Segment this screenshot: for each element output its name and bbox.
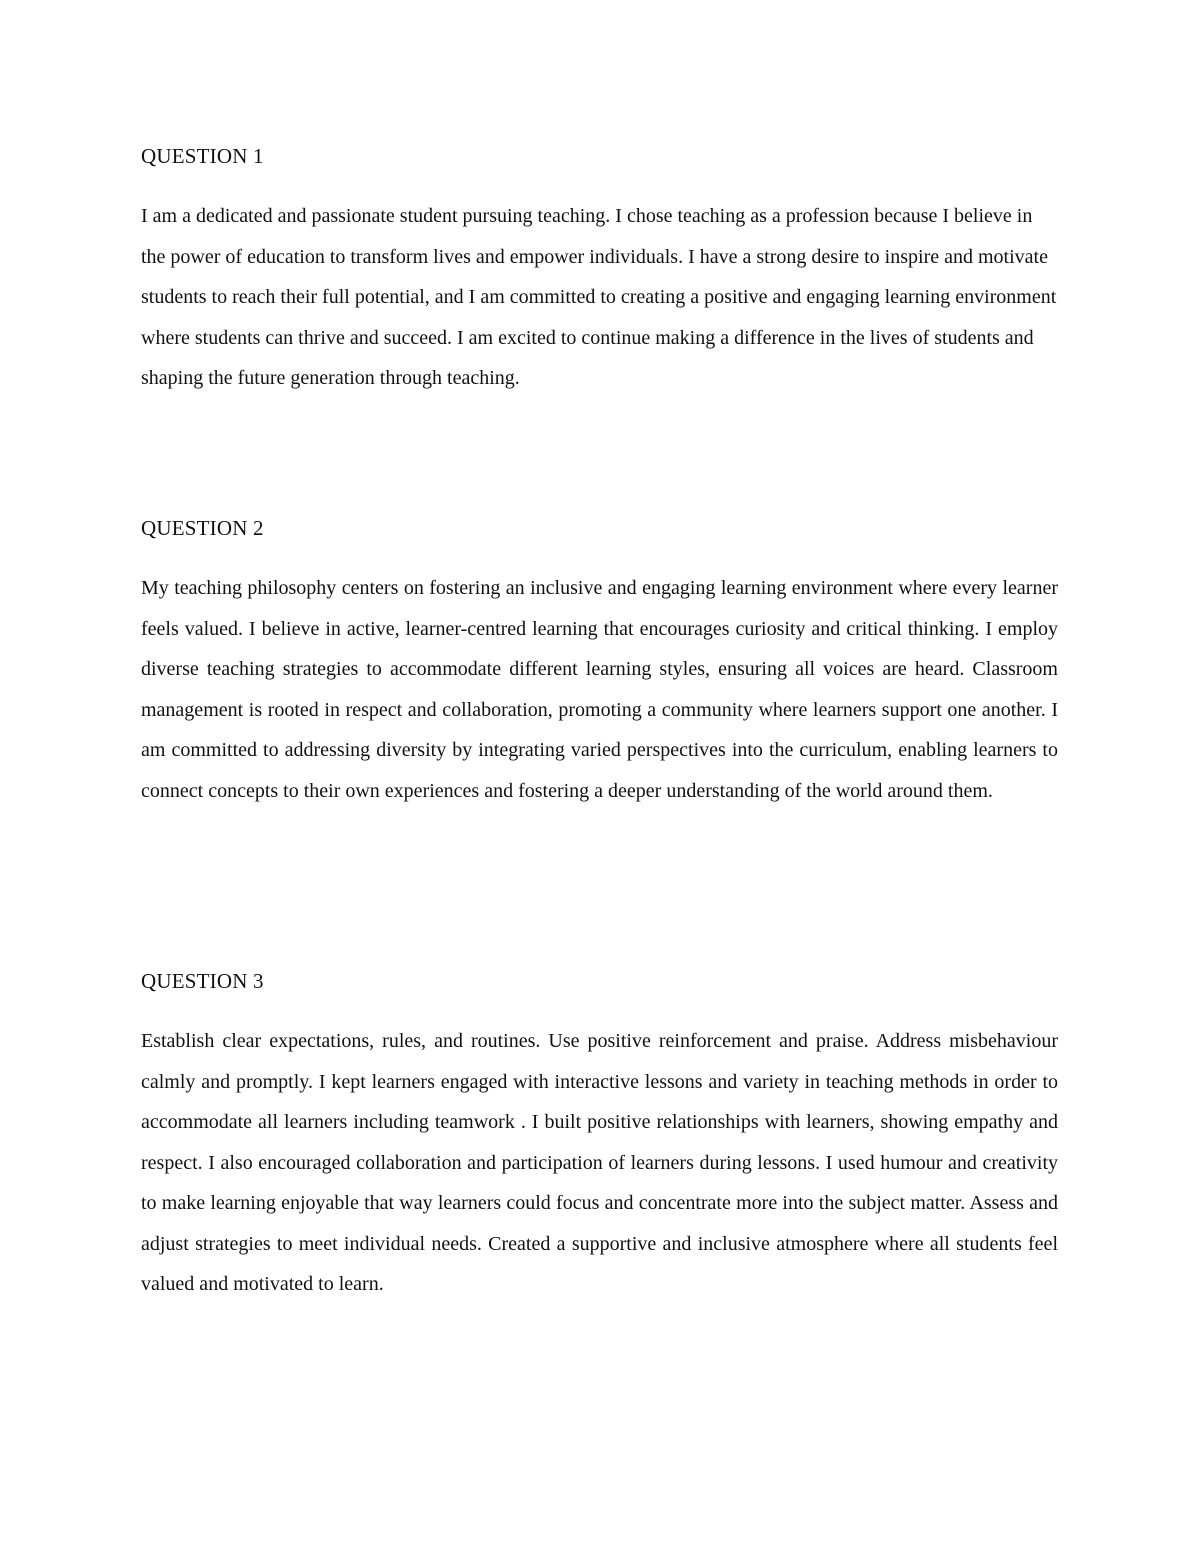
question-3-answer: Establish clear expectations, rules, and routines. Use positive reinforcement and praise. Address misbehaviour calmly and promptly. I kept learners engaged with interactive lessons and variety in teaching methods in order to accommodate all learners including teamwork . I built positive relationships with learners, showing empathy and respect. I also encouraged collaboration and participation of learners during lessons. I used humour and creativity to make learning enjoyable that way learners could focus and concentrate more into the subject matter. Assess and adjust strategies to meet individual needs. Created a supportive and inclusive atmosphere where all students feel valued and motivated to learn. [141, 1030, 1058, 1295]
question-2-answer: My teaching philosophy centers on fostering an inclusive and engaging learning environment where every learner feels valued. I believe in active, learner-centred learning that encourages curiosity and critical thinking. I employ diverse teaching strategies to accommodate different learning styles, ensuring all voices are heard. Classroom management is rooted in respect and collaboration, promoting a community where learners support one another. I am committed to addressing diversity by integrating varied perspectives into the curriculum, enabling learners to connect concepts to their own experiences and fostering a deeper understanding of the world around them. [141, 577, 1058, 802]
question-1-section [141, 140, 1058, 399]
question-2-section [141, 512, 1058, 811]
question-1-answer: I am a dedicated and passionate student pursuing teaching. I chose teaching as a profession because I believe in the power of education to transform lives and empower individuals. I have a strong desire to inspire and motivate students to reach their full potential, and I am committed to creating a positive and engaging learning environment where students can thrive and succeed. I am excited to continue making a difference in the lives of students and shaping the future generation through teaching. [141, 205, 1057, 389]
question-2-heading: QUESTION 2 [141, 516, 264, 540]
question-3-heading: QUESTION 3 [141, 969, 264, 993]
question-3-section [141, 965, 1058, 1305]
question-1-heading: QUESTION 1 [141, 144, 264, 168]
